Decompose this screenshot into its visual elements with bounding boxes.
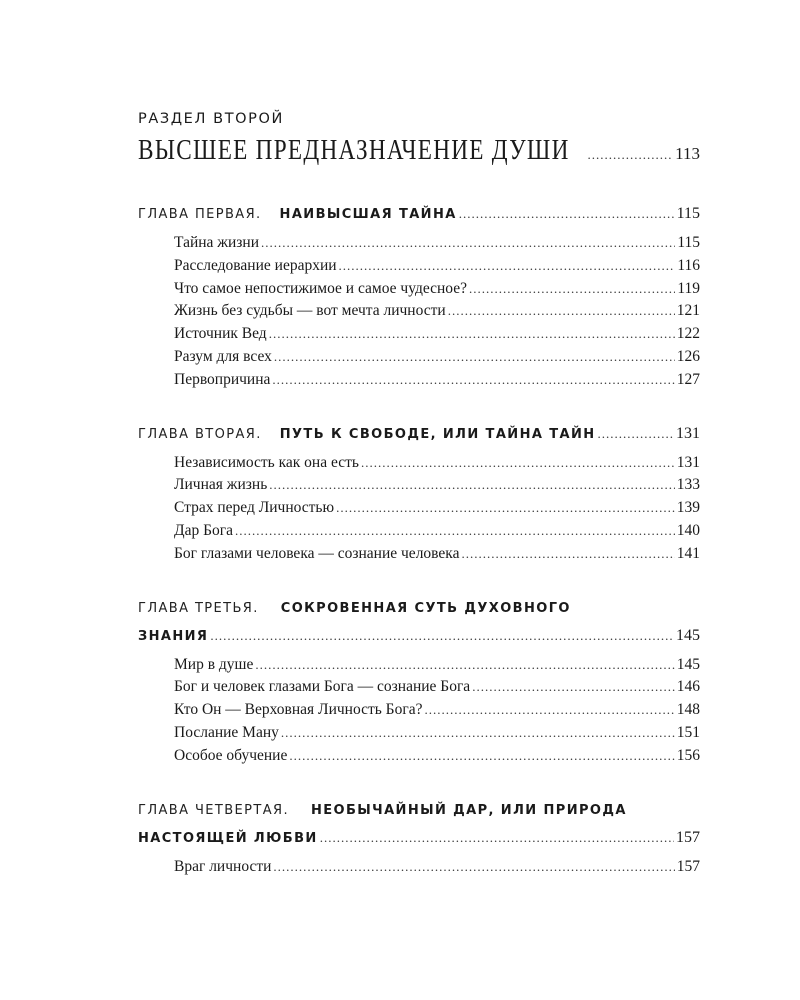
chapter-heading[interactable] xyxy=(138,422,700,446)
chapter-4 xyxy=(138,798,700,879)
toc-item-page: 131 xyxy=(676,453,700,471)
toc-item-title: Страх перед Личностью xyxy=(174,499,335,517)
chapter-title: НАИВЫСШАЯ ТАЙНА xyxy=(279,207,457,222)
toc-item[interactable] xyxy=(174,255,700,278)
leader-dots xyxy=(336,497,675,520)
leader-dots xyxy=(281,722,675,745)
toc-item[interactable] xyxy=(174,452,700,475)
leader-dots xyxy=(289,745,674,768)
toc-item[interactable] xyxy=(174,654,700,677)
leader-dots xyxy=(255,654,674,677)
toc-item[interactable] xyxy=(174,369,700,392)
toc-item-title: Бог глазами человека — сознание человека xyxy=(174,544,460,562)
toc-item-page: 133 xyxy=(676,476,700,494)
chapter-title-line1: НЕОБЫЧАЙНЫЙ ДАР, ИЛИ ПРИРОДА xyxy=(310,802,627,818)
chapter-page-number: 145 xyxy=(676,626,700,644)
chapter-heading[interactable] xyxy=(138,798,700,822)
toc-item[interactable] xyxy=(174,676,700,699)
chapter-2 xyxy=(138,422,700,566)
toc-item[interactable] xyxy=(174,699,700,722)
toc-item-page: 122 xyxy=(676,325,700,343)
toc-item-page: 151 xyxy=(676,723,700,741)
leader-dots xyxy=(361,452,675,475)
toc-item-page: 146 xyxy=(676,678,700,696)
chapter-items xyxy=(138,232,700,392)
toc-item-title: Разум для всех xyxy=(174,347,272,365)
toc-item-page: 115 xyxy=(677,234,700,251)
toc-item[interactable] xyxy=(174,856,700,879)
toc-item-page: 156 xyxy=(676,746,700,764)
section-title-row[interactable] xyxy=(138,134,700,174)
leader-dots xyxy=(273,856,674,879)
toc-item-title: Бог и человек глазами Бога — сознание Бога xyxy=(174,678,471,696)
leader-dots xyxy=(472,676,675,699)
toc-item[interactable] xyxy=(174,323,700,346)
table-of-contents xyxy=(138,108,700,878)
toc-item[interactable] xyxy=(174,278,700,301)
chapter-items xyxy=(138,856,700,879)
toc-item-title: Что самое непостижимое и самое чудесное? xyxy=(174,279,467,297)
toc-item[interactable] xyxy=(174,474,700,497)
toc-item-page: 148 xyxy=(676,701,700,719)
chapter-label: ГЛАВА ПЕРВАЯ. xyxy=(138,207,262,222)
chapter-page-number: 115 xyxy=(676,205,700,222)
chapter-title-line2: НАСТОЯЩЕЙ ЛЮБВИ xyxy=(138,830,318,846)
chapter-label: ГЛАВА ТРЕТЬЯ. xyxy=(138,600,259,616)
section-label: РАЗДЕЛ ВТОРОЙ xyxy=(138,111,284,127)
leader-dots xyxy=(274,346,675,369)
toc-item-title: Расследование иерархии xyxy=(174,256,337,274)
toc-item-title: Личная жизнь xyxy=(174,476,268,494)
leader-dots xyxy=(210,624,674,648)
toc-item[interactable] xyxy=(174,300,700,323)
toc-item-page: 119 xyxy=(677,279,700,297)
toc-item[interactable] xyxy=(174,346,700,369)
leader-dots xyxy=(469,278,675,301)
toc-item-title: Жизнь без судьбы — вот мечта личности xyxy=(174,302,446,320)
chapter-3 xyxy=(138,596,700,768)
leader-dots xyxy=(588,147,674,163)
chapter-heading[interactable] xyxy=(138,202,700,226)
toc-item-title: Источник Вед xyxy=(174,325,267,343)
chapter-page-number: 131 xyxy=(676,424,700,442)
chapter-heading[interactable] xyxy=(138,596,700,620)
toc-item[interactable] xyxy=(174,543,700,566)
leader-dots xyxy=(459,202,675,226)
leader-dots xyxy=(269,474,674,497)
toc-item-page: 116 xyxy=(677,256,700,274)
chapter-items xyxy=(138,654,700,768)
section-page-number: 113 xyxy=(675,144,700,163)
toc-item-page: 127 xyxy=(676,370,700,388)
section-title: ВЫСШЕЕ ПРЕДНАЗНАЧЕНИЕ ДУШИ xyxy=(138,134,570,166)
chapter-1 xyxy=(138,202,700,392)
toc-item-title: Особое обучение xyxy=(174,746,288,764)
toc-item[interactable] xyxy=(174,745,700,768)
leader-dots xyxy=(339,255,676,278)
toc-item-page: 121 xyxy=(676,302,700,320)
toc-item[interactable] xyxy=(174,497,700,520)
leader-dots xyxy=(272,369,674,392)
leader-dots xyxy=(598,422,674,446)
toc-item[interactable] xyxy=(174,232,700,255)
chapter-heading-line2[interactable] xyxy=(138,826,700,850)
chapter-title: ПУТЬ К СВОБОДЕ, ИЛИ ТАЙНА ТАЙН xyxy=(279,426,596,442)
toc-item-page: 126 xyxy=(676,347,700,365)
leader-dots xyxy=(320,826,674,850)
toc-item[interactable] xyxy=(174,722,700,745)
toc-item-title: Кто Он — Верховная Личность Бога? xyxy=(174,701,423,719)
toc-item-page: 145 xyxy=(676,655,700,673)
chapter-heading-line2[interactable] xyxy=(138,624,700,648)
chapter-page-number: 157 xyxy=(676,828,700,846)
toc-item-title: Тайна жизни xyxy=(174,234,260,251)
toc-item-page: 139 xyxy=(676,499,700,517)
chapter-label: ГЛАВА ВТОРАЯ. xyxy=(138,426,262,442)
leader-dots xyxy=(448,300,675,323)
toc-item-title: Мир в душе xyxy=(174,655,254,673)
chapter-title-line2: ЗНАНИЯ xyxy=(138,628,209,644)
leader-dots xyxy=(235,520,675,543)
chapter-label: ГЛАВА ЧЕТВЕРТАЯ. xyxy=(138,802,289,818)
toc-item-page: 141 xyxy=(676,544,700,562)
leader-dots xyxy=(269,323,675,346)
toc-item[interactable] xyxy=(174,520,700,543)
toc-item-page: 157 xyxy=(676,857,700,875)
toc-item-title: Первопричина xyxy=(174,370,271,388)
toc-item-title: Враг личности xyxy=(174,857,272,875)
leader-dots xyxy=(461,543,674,566)
leader-dots xyxy=(261,232,675,255)
toc-item-title: Независимость как она есть xyxy=(174,453,359,471)
leader-dots xyxy=(424,699,674,722)
toc-item-title: Послание Ману xyxy=(174,723,279,741)
chapter-title-line1: СОКРОВЕННАЯ СУТЬ ДУХОВНОГО xyxy=(280,600,571,616)
toc-item-page: 140 xyxy=(676,521,700,539)
toc-item-title: Дар Бога xyxy=(174,521,233,539)
chapter-items xyxy=(138,452,700,566)
